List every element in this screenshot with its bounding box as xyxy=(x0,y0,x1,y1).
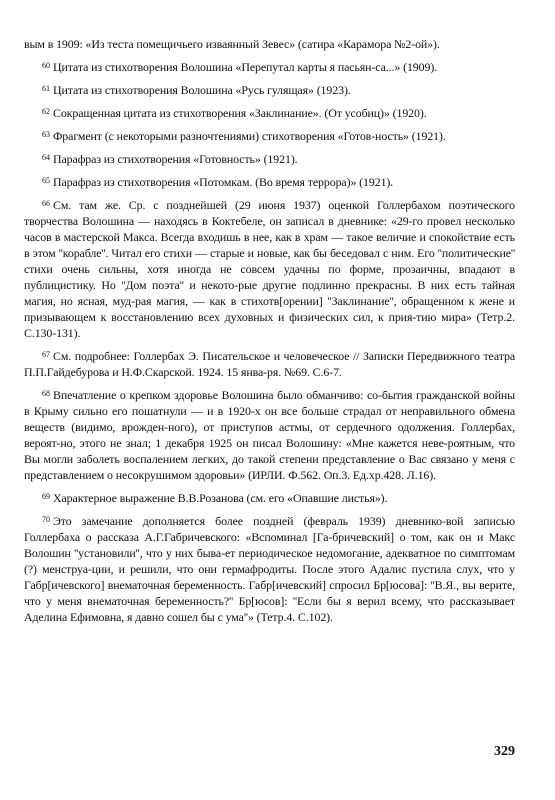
footnotes-list xyxy=(24,58,515,625)
footnote-number: 70 xyxy=(42,515,50,524)
footnote-number: 69 xyxy=(42,492,50,501)
footnote-63 xyxy=(24,127,515,144)
footnote-number: 60 xyxy=(42,61,50,70)
footnote-62 xyxy=(24,104,515,121)
footnote-text: Характерное выражение В.В.Розанова (см. его «Опавшие листья»). xyxy=(53,491,388,505)
footnote-70 xyxy=(24,512,515,625)
footnote-60 xyxy=(24,58,515,75)
footnote-number: 64 xyxy=(42,153,50,162)
footnote-69 xyxy=(24,489,515,506)
footnote-number: 65 xyxy=(42,176,50,185)
footnote-text: См. подробнее: Голлербах Э. Писательское и человеческое // Записки Передвижного театра П.П.Гайдебурова и Н.Ф.Скарской. 1924. 15 янва-ря. №69. С.6-7. xyxy=(24,349,515,379)
footnote-67 xyxy=(24,347,515,380)
footnote-number: 68 xyxy=(42,389,50,398)
footnote-64 xyxy=(24,150,515,167)
footnote-68 xyxy=(24,386,515,483)
footnote-61 xyxy=(24,81,515,98)
footnote-text: Это замечание дополняется более поздней (февраль 1939) дневнико-вой записью Голлербаха о рассказа А.Г.Габричевского: «Вспоминал [Га-бричевский] о том, как он и Макс Волошин ''установили'', что у них быва-ет периодическое недомогание, адекватное по симптомам (?) менструа-ции, и решили, что они гермафродиты. После этого Адалис пустила слух, что у Габр[ичевского] внематочная беременность. Габр[ичевский] спросил Бр[юсова]: ''В.Я., вы верите, что у меня внематочная беременность?'' Бр[юсов]: ''Если бы я верил всему, что рассказывает Аделина Ефимовна, я давно сошел бы с ума''» (Тетр.4. С.102). xyxy=(24,514,515,624)
page-number: 329 xyxy=(494,744,515,759)
footnote-text: Фрагмент (с некоторыми разночтениями) стихотворения «Готов-ность» (1921). xyxy=(53,129,446,143)
footnote-number: 66 xyxy=(42,199,50,208)
footnote-number: 63 xyxy=(42,130,50,139)
footnote-number: 62 xyxy=(42,107,50,116)
footnote-text: Сокращенная цитата из стихотворения «Заклинание». (От усобиц)» (1920). xyxy=(53,106,427,120)
footnote-text: См. там же. Ср. с позднейшей (29 июня 1937) оценкой Голлербахом поэтического творчества Волошина — находясь в Коктебеле, он записал в дневнике: «29-го провел несколько часов в мастерской Макса. Всегда входишь в нее, как в храм — такое величие и спокойствие есть в этом ''корабле''. Читал его стихи — старые и новые, как бы беседовал с ним. Его ''политические'' стихи очень сильны, хотя иногда не совсем удачны по форме, прозаичны, впадают в публицистику. Но ''Дом поэта'' и некото-рые другие подлинно прекрасны. В них есть тайная магия, но ясная, муд-рая магия, — как в стихотв[орении] ''Заклинание'', обращенном к жене и призывающем к восстановлению всех духовных и физических сил, к прия-тию мира» (Тетр.2. С.130-131). xyxy=(24,198,515,340)
footnote-text: Цитата из стихотворения Волошина «Перепутал карты я пасьян-са...» (1909). xyxy=(53,60,438,74)
footnote-text: Впечатление о крепком здоровье Волошина было обманчиво: со-бытия гражданской войны в Крыму сильно его пошатнули — и в 1920-х он все больше страдал от неправильного обмена веществ (видимо, врожден-ного), от приступов астмы, от сердечного одолжения. Голлербах, вероят-но, этого не знал; 1 декабря 1925 он писал Волошину: «Мне кажется неве-роятным, что Вы могли заболеть воспалением легких, до такой степени представление о Вас связано у меня с представлением о несокрушимом здоровьи» (ИРЛИ. Ф.562. Оп.3. Ед.хр.428. Л.16). xyxy=(24,388,515,482)
footnote-text: Цитата из стихотворения Волошина «Русь гулящая» (1923). xyxy=(53,83,351,97)
footnote-text: Парафраз из стихотворения «Потомкам. (Во время террора)» (1921). xyxy=(53,175,394,189)
footnote-65 xyxy=(24,173,515,190)
footnote-text: Парафраз из стихотворения «Готовность» (1921). xyxy=(53,152,298,166)
footnote-66 xyxy=(24,196,515,341)
footnote-number: 67 xyxy=(42,350,50,359)
footnote-continuation: вым в 1909: «Из теста помещичьего изваянный Зевес» (сатира «Карамора №2-ой»). xyxy=(24,37,440,51)
footnote-number: 61 xyxy=(42,84,50,93)
